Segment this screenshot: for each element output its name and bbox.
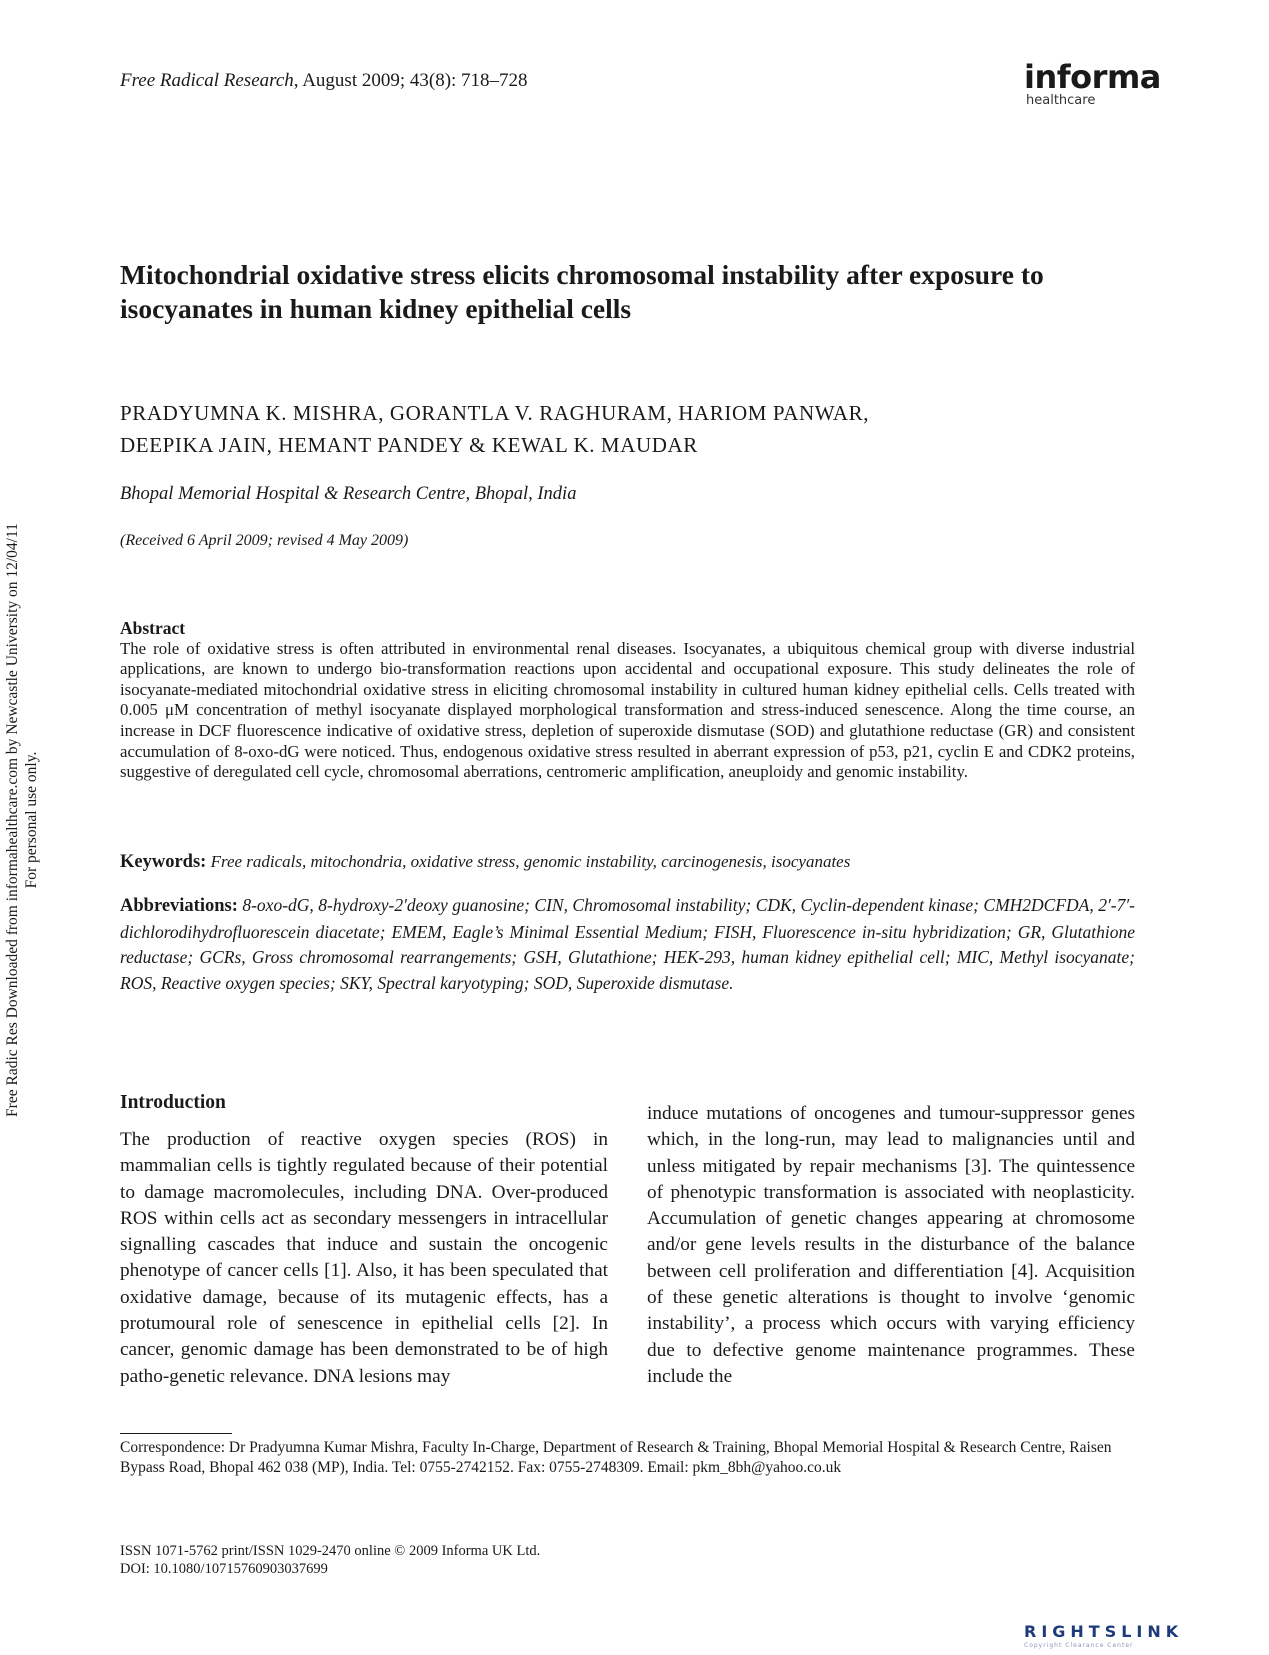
publisher-logo xyxy=(1024,60,1161,108)
journal-name: Free Radical Research xyxy=(120,70,294,91)
rightslink-sub: Copyright Clearance Center xyxy=(1024,1642,1134,1649)
author-list xyxy=(120,397,1120,461)
issn-line: ISSN 1071-5762 print/ISSN 1029-2470 online © 2009 Informa UK Ltd. xyxy=(120,1543,541,1559)
rightslink-logo[interactable] xyxy=(1024,1622,1264,1654)
publication-info xyxy=(120,1542,540,1578)
abstract-section xyxy=(120,618,1135,783)
doi-line: DOI: 10.1080/10715760903037699 xyxy=(120,1561,328,1577)
journal-details: , August 2009; 43(8): 718–728 xyxy=(293,70,528,91)
keywords-text: Free radicals, mitochondria, oxidative stress, genomic instability, carcinogenesis, isocyanates xyxy=(210,852,851,871)
journal-header xyxy=(120,70,528,92)
abbreviations-section xyxy=(120,893,1135,996)
keywords-section xyxy=(120,852,1135,873)
paper-title: Mitochondrial oxidative stress elicits chromosomal instability after exposure to isocyanates in human kidney epithelial cells xyxy=(120,259,1044,324)
authors-line-1: PRADYUMNA K. MISHRA, GORANTLA V. RAGHURAM, HARIOM PANWAR, xyxy=(120,401,870,425)
side-note-line-1: Free Radic Res Downloaded from informahealthcare.com by Newcastle University on 12/04/11 xyxy=(4,523,21,1117)
side-note-line-2: For personal use only. xyxy=(23,751,40,889)
abbreviations-label: Abbreviations: xyxy=(120,896,238,916)
abstract-text: The role of oxidative stress is often attributed in environmental renal diseases. Isocyanates, a ubiquitous chemical group with diverse industrial applications, are known to undergo bio-transformation reactions upon accidental and occupational exposure. This study delineates the role of isocyanate-mediated mitochondrial oxidative stress in eliciting chromosomal instability in cultured human kidney epithelial cells. Cells treated with 0.005 μM concentration of methyl isocyanate displayed morphological transformation and stress-induced senescence. Along the time course, an increase in DCF fluorescence indicative of oxidative stress, depletion of superoxide dismutase (SOD) and glutathione reductase (GR) and consistent accumulation of 8-oxo-dG were noticed. Thus, endogenous oxidative stress resulted in aberrant expression of p53, p21, cyclin E and CDK2 proteins, suggestive of deregulated cell cycle, chromosomal aberrations, centromeric amplification, aneuploidy and genomic instability. xyxy=(120,638,1135,782)
logo-brand: informa xyxy=(1024,58,1161,96)
logo-sub: healthcare xyxy=(1026,93,1096,108)
introduction-heading: Introduction xyxy=(120,1092,226,1113)
keywords-label: Keywords: xyxy=(120,852,207,872)
introduction-column-2: induce mutations of oncogenes and tumour-suppressor genes which, in the long-run, may lead to malignancies until and unless mitigated by repair mechanisms [3]. The quintessence of phenotypic transformation is associated with neoplasticity. Accumulation of genetic changes appearing at chromosome and/or gene levels results in the disturbance of the balance between cell proliferation and differentiation [4]. Acquisition of these genetic alterations is thought to involve ‘genomic instability’, a process which occurs with varying efficiency due to defective genome maintenance programmes. These include the xyxy=(647,1103,1135,1387)
abbreviations-text: 8-oxo-dG, 8-hydroxy-2′deoxy guanosine; CIN, Chromosomal instability; CDK, Cyclin-dependent kinase; CMH2DCFDA, 2′-7′- dichlorodihydrofluorescein diacetate; EMEM, Eagle’s Minimal Essential Medium; FISH, Fluorescence in-situ hybridization; GR, Glutathione reductase; GCRs, Gross chromosomal rearrangements; GSH, Glutathione; HEK-293, human kidney epithelial cell; MIC, Methyl isocyanate; ROS, Reactive oxygen species; SKY, Spectral karyotyping; SOD, Superoxide dismutase. xyxy=(120,895,1136,993)
correspondence-footnote: Correspondence: Dr Pradyumna Kumar Mishra, Faculty In-Charge, Department of Research & Training, Bhopal Memorial Hospital & Research Centre, Raisen Bypass Road, Bhopal 462 038 (MP), India. Tel: 0755-2742152. Fax: 0755-2748309. Email: pkm_8bh@yahoo.co.uk xyxy=(120,1439,1112,1476)
download-side-note xyxy=(3,470,41,1170)
authors-line-2: DEEPIKA JAIN, HEMANT PANDEY & KEWAL K. MAUDAR xyxy=(120,433,698,457)
received-dates: (Received 6 April 2009; revised 4 May 2009) xyxy=(120,532,409,549)
rightslink-label: RIGHTSLINK xyxy=(1024,1622,1184,1641)
affiliation: Bhopal Memorial Hospital & Research Centre, Bhopal, India xyxy=(120,484,577,504)
footnote-divider xyxy=(120,1433,232,1434)
introduction-column-1: The production of reactive oxygen species (ROS) in mammalian cells is tightly regulated because of their potential to damage macromolecules, including DNA. Over-produced ROS within cells act as secondary messengers in intracellular signalling cascades that induce and sustain the oncogenic phenotype of cancer cells [1]. Also, it has been speculated that oxidative damage, because of its mutagenic effects, has a protumoural role of senescence in epithelial cells [2]. In cancer, genomic damage has been demonstrated to be of high patho-genetic relevance. DNA lesions may xyxy=(120,1129,608,1387)
abstract-heading: Abstract xyxy=(120,618,186,638)
